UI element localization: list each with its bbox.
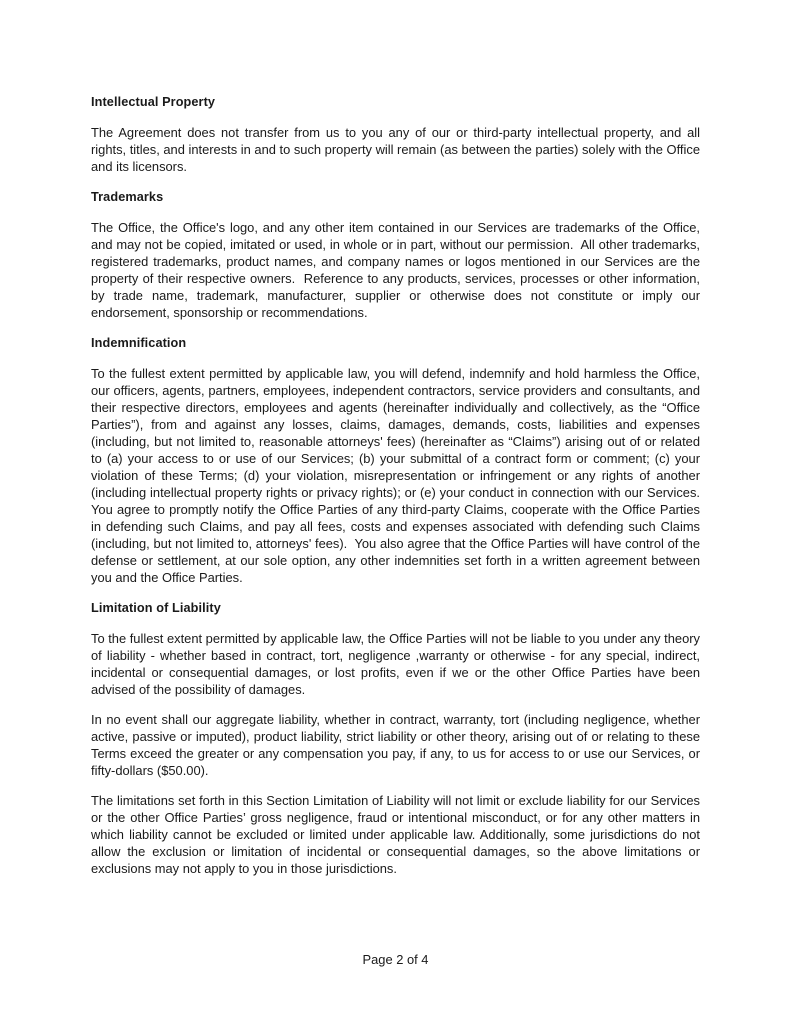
spacer xyxy=(91,779,700,792)
spacer xyxy=(91,206,700,219)
paragraph-limitation-of-liability-1: To the fullest extent permitted by applicable law, the Office Parties will not be liable to you under any theory of liability - whether based in contract, tort, negligence ,warranty or otherwise - for any special, indirect, incidental or consequential damages, or lost profits, even if we or the other Office Parties have been advised of the possibility of damages. xyxy=(91,631,704,697)
section-heading-trademarks: Trademarks xyxy=(91,190,164,204)
spacer xyxy=(91,321,700,335)
section-heading-intellectual-property: Intellectual Property xyxy=(91,95,216,109)
paragraph-intellectual-property-1: The Agreement does not transfer from us to you any of our or third-party intellectual property, and all rights, titles, and interests in and to such property will remain (as between the parties) solely with the Office and its licensors. xyxy=(91,125,704,174)
spacer xyxy=(91,698,700,711)
section-heading-indemnification: Indemnification xyxy=(91,336,187,350)
spacer xyxy=(91,175,700,189)
spacer xyxy=(91,617,700,630)
paragraph-limitation-of-liability-3: The limitations set forth in this Section Limitation of Liability will not limit or exclude liability for our Services or the other Office Parties’ gross negligence, fraud or intentional misconduct, or for any other matters in which liability cannot be excluded or limited under applicable law. Additionally, some jurisdictions do not allow the exclusion or limitation of incidental or consequential damages, so the above limitations or exclusions may not apply to you in those jurisdictions. xyxy=(91,793,704,876)
spacer xyxy=(91,352,700,365)
document-body xyxy=(91,94,708,877)
paragraph-indemnification-1: To the fullest extent permitted by applicable law, you will defend, indemnify and hold harmless the Office, our officers, agents, partners, employees, independent contractors, service providers and consultants, and their respective directors, employees and agents (hereinafter individually and collectively, as the “Office Parties”), from and against any losses, claims, damages, demands, costs, liabilities and expenses (including, but not limited to, reasonable attorneys' fees) (hereinafter as “Claims”) arising out of or related to (a) your access to or use of our Services; (b) your submittal of a contract form or comment; (c) your violation of these Terms; (d) your violation, misrepresentation or infringement or any rights of another (including intellectual property rights or privacy rights); or (e) your conduct in connection with our Services. You agree to promptly notify the Office Parties of any third-party Claims, cooperate with the Office Parties in defending such Claims, and pay all fees, costs and expenses associated with defending such Claims (including, but not limited to, attorneys' fees). You also agree that the Office Parties will have control of the defense or settlement, at our sole option, any other indemnities set forth in a written agreement between you and the Office Parties. xyxy=(91,366,708,585)
page-number-label: Page 2 of 4 xyxy=(362,952,429,967)
page-footer xyxy=(0,951,791,968)
paragraph-limitation-of-liability-2: In no event shall our aggregate liability, whether in contract, warranty, tort (including negligence, whether active, passive or imputed), product liability, strict liability or other theory, arising out of or relating to these Terms exceed the greater or any compensation you pay, if any, to us for access to or use our Services, or fifty-dollars ($50.00). xyxy=(91,712,704,778)
section-heading-limitation-of-liability: Limitation of Liability xyxy=(91,601,221,615)
paragraph-trademarks-1: The Office, the Office's logo, and any other item contained in our Services are trademarks of the Office, and may not be copied, imitated or used, in whole or in part, without our permission. All other trademarks, registered trademarks, product names, and company names or logos mentioned in our Services are the property of their respective owners. Reference to any products, services, processes or other information, by trade name, trademark, manufacturer, supplier or otherwise does not constitute or imply our endorsement, sponsorship or recommendations. xyxy=(91,220,704,320)
spacer xyxy=(91,586,700,600)
spacer xyxy=(91,111,700,124)
